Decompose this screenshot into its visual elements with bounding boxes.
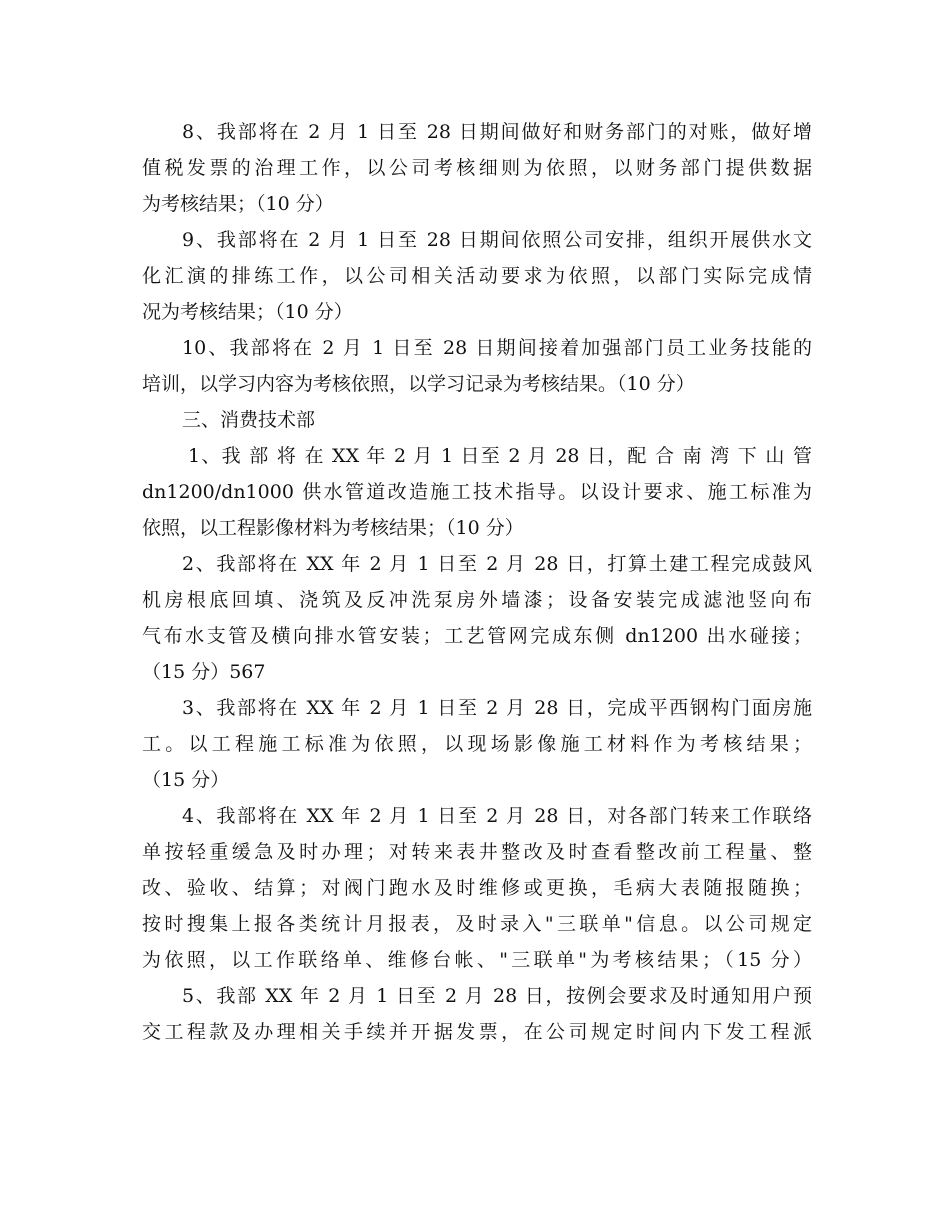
text-line: 为依照，以工作联络单、维修台帐、"三联单"为考核结果；（15 分） (142, 949, 812, 971)
text-line: 2、我部将在 XX 年 2 月 1 日至 2 月 28 日，打算土建工程完成鼓风 (182, 553, 812, 575)
text-line: 培训，以学习内容为考核依照，以学习记录为考核结果。（10 分） (142, 373, 695, 395)
document-page (142, 114, 812, 1050)
text-line: 气布水支管及横向排水管安装；工艺管网完成东侧 dn1200 出水碰接； (142, 625, 812, 647)
text-line: 值税发票的治理工作，以公司考核细则为依照，以财务部门提供数据 (142, 157, 812, 179)
text-line: 工。以工程施工标准为依照，以现场影像施工材料作为考核结果； (142, 733, 812, 755)
text-line: 8、我部将在 2 月 1 日至 28 日期间做好和财务部门的对账，做好增 (182, 121, 812, 143)
text-line: 9、我部将在 2 月 1 日至 28 日期间依照公司安排，组织开展供水文 (182, 229, 812, 251)
text-line: 5、我部 XX 年 2 月 1 日至 2 月 28 日，按例会要求及时通知用户预 (182, 985, 812, 1007)
text-line: 单按轻重缓急及时办理；对转来表井整改及时查看整改前工程量、整 (142, 841, 812, 863)
section-heading: 三、消费技术部 (182, 409, 316, 431)
text-line: dn1200/dn1000 供水管道改造施工技术指导。以设计要求、施工标准为 (142, 481, 812, 503)
text-line: 交工程款及办理相关手续并开据发票，在公司规定时间内下发工程派 (142, 1021, 812, 1043)
text-line: 1、我 部 将 在 XX 年 2 月 1 日至 2 月 28 日，配 合 南 湾 下 山 管 (188, 445, 812, 467)
text-line: 改、验收、结算；对阀门跑水及时维修或更换，毛病大表随报随换； (142, 877, 812, 899)
text-line: 4、我部将在 XX 年 2 月 1 日至 2 月 28 日，对各部门转来工作联络 (182, 805, 812, 827)
text-line: 化汇演的排练工作，以公司相关活动要求为依照，以部门实际完成情 (142, 265, 812, 287)
text-line: 按时搜集上报各类统计月报表，及时录入"三联单"信息。以公司规定 (142, 913, 812, 935)
text-line: （15 分）567 (142, 661, 266, 683)
text-line: 依照，以工程影像材料为考核结果；（10 分） (142, 517, 524, 539)
text-line: （15 分） (142, 769, 230, 791)
text-line: 况为考核结果；（10 分） (142, 301, 353, 323)
text-line: 为考核结果；（10 分） (142, 193, 334, 215)
text-line: 机房根底回填、浇筑及反冲洗泵房外墙漆；设备安装完成滤池竖向布 (142, 589, 812, 611)
text-line: 3、我部将在 XX 年 2 月 1 日至 2 月 28 日，完成平西钢构门面房施 (182, 697, 812, 719)
text-line: 10、我部将在 2 月 1 日至 28 日期间接着加强部门员工业务技能的 (182, 337, 812, 359)
